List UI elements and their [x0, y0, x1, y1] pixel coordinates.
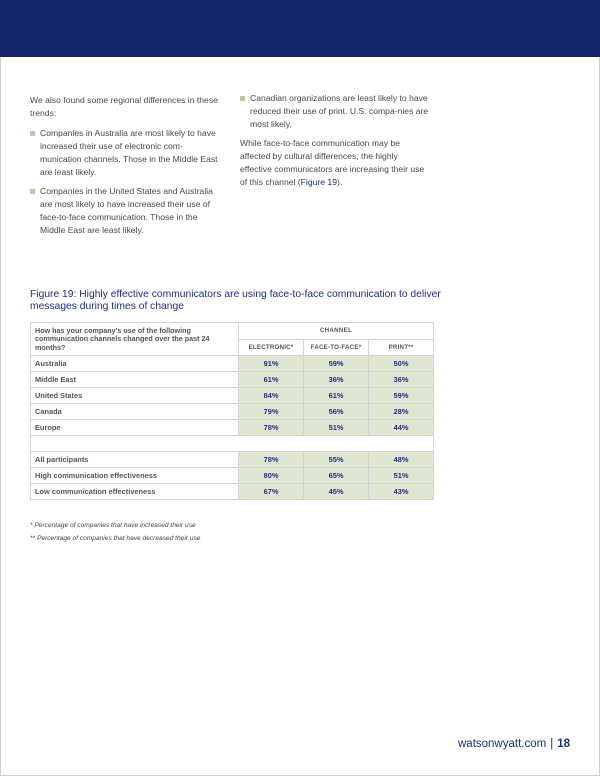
- value-cell: 28%: [369, 404, 434, 420]
- value-cell: 67%: [239, 484, 304, 500]
- value-cell: 51%: [369, 468, 434, 484]
- column-header: FACE-TO-FACE*: [304, 339, 369, 356]
- bullet-square-icon: [240, 96, 245, 101]
- table-row: [31, 420, 434, 436]
- value-cell: 61%: [304, 388, 369, 404]
- column-header: ELECTRONIC*: [239, 339, 304, 356]
- question-cell: How has your company's use of the following communication channels changed over the past 24 months?: [31, 323, 239, 356]
- value-cell: 78%: [239, 420, 304, 436]
- value-cell: 51%: [304, 420, 369, 436]
- bullet-item: [240, 92, 430, 131]
- intro-paragraph: We also found some regional differences in these trends:: [30, 95, 218, 118]
- bullet-item: [30, 185, 220, 237]
- bullet-square-icon: [30, 131, 35, 136]
- value-cell: 44%: [369, 420, 434, 436]
- table-header-row: [31, 323, 434, 340]
- row-label: High communication effectiveness: [31, 468, 239, 484]
- value-cell: 43%: [369, 484, 434, 500]
- value-cell: 91%: [239, 356, 304, 372]
- value-cell: 84%: [239, 388, 304, 404]
- page-number: 18: [557, 738, 570, 750]
- figure-label: Figure 19:: [30, 289, 77, 300]
- row-label: United States: [31, 388, 239, 404]
- paragraph-text: While face-to-face communication may be affected by cultural differences, the highly effective communicators are increasing their use of this channel (: [240, 138, 425, 187]
- value-cell: 55%: [304, 452, 369, 468]
- value-cell: 78%: [239, 452, 304, 468]
- value-cell: 59%: [304, 356, 369, 372]
- table-footnotes: [30, 519, 200, 545]
- row-label: Australia: [31, 356, 239, 372]
- value-cell: 65%: [304, 468, 369, 484]
- page-footer: [458, 738, 570, 750]
- table-row: [31, 484, 434, 500]
- body-paragraph: [240, 137, 430, 189]
- column-header: PRINT**: [369, 339, 434, 356]
- bullet-square-icon: [30, 189, 35, 194]
- value-cell: 56%: [304, 404, 369, 420]
- bullet-text: Companies in the United States and Australia are most likely to have increased their use of face-to-face communication. Those in the Middle East are least likely.: [40, 186, 213, 235]
- table-row: [31, 452, 434, 468]
- row-label: Canada: [31, 404, 239, 420]
- value-cell: 50%: [369, 356, 434, 372]
- channel-header: CHANNEL: [239, 323, 434, 340]
- bullet-text: Canadian organizations are least likely to have reduced their use of print. U.S. compa-nies are most likely.: [250, 93, 429, 129]
- figure-title: [30, 289, 450, 312]
- spacer-cell: [31, 436, 434, 452]
- header-band: [0, 0, 600, 57]
- table-row: [31, 468, 434, 484]
- bullet-text: Companies in Australia are most likely to have increased their use of electronic com-munication channels. Those in the Middle East are least likely.: [40, 128, 218, 177]
- table-row: [31, 356, 434, 372]
- right-column: [240, 92, 430, 196]
- table-row: [31, 404, 434, 420]
- value-cell: 80%: [239, 468, 304, 484]
- table-row: [31, 372, 434, 388]
- value-cell: 61%: [239, 372, 304, 388]
- bullet-item: [30, 127, 220, 179]
- table-row: [31, 388, 434, 404]
- row-label: Low communication effectiveness: [31, 484, 239, 500]
- footnote: * Percentage of companies that have increased their use: [30, 522, 196, 529]
- figure-reference-link[interactable]: Figure 19: [300, 177, 337, 187]
- value-cell: 36%: [369, 372, 434, 388]
- row-label: Europe: [31, 420, 239, 436]
- left-column: [30, 94, 220, 243]
- footer-separator: |: [550, 738, 554, 750]
- value-cell: 36%: [304, 372, 369, 388]
- value-cell: 59%: [369, 388, 434, 404]
- footnote: ** Percentage of companies that have decreased their use: [30, 535, 201, 542]
- footer-site-link[interactable]: watsonwyatt.com: [458, 738, 547, 750]
- figure-caption: Highly effective communicators are using face-to-face communication to deliver messages during times of change: [30, 289, 441, 312]
- value-cell: 45%: [304, 484, 369, 500]
- value-cell: 48%: [369, 452, 434, 468]
- value-cell: 79%: [239, 404, 304, 420]
- table-spacer-row: [31, 436, 434, 452]
- paragraph-end: ).: [336, 177, 343, 187]
- row-label: All participants: [31, 452, 239, 468]
- data-table: [30, 322, 434, 500]
- row-label: Middle East: [31, 372, 239, 388]
